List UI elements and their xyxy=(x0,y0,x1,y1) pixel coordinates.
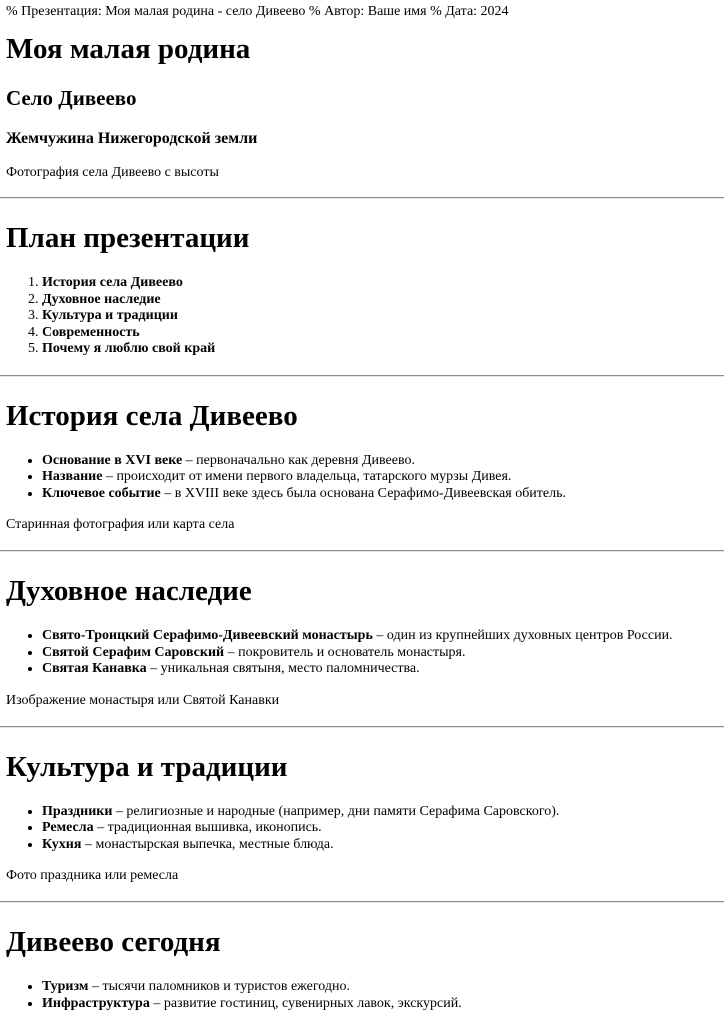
image-caption: Изображение монастыря или Святой Канавки xyxy=(6,692,280,708)
divider xyxy=(0,375,724,377)
list-item: • Свято-Троицкий Серафимо-Дивеевский монастырь – один из крупнейших духовных центров России. xyxy=(42,628,718,645)
list-item: • Инфраструктура – развитие гостиниц, сувенирных лавок, экскурсий. xyxy=(42,996,718,1013)
plan-item: 2. Духовное наследие xyxy=(42,292,718,309)
image-caption: Фотография села Дивеево с высоты xyxy=(6,165,219,180)
history-list xyxy=(6,453,718,503)
section-heading: Духовное наследие xyxy=(6,575,252,607)
main-title: Моя малая родина xyxy=(6,33,251,65)
list-item: • Туризм – тысячи паломников и туристов ежегодно. xyxy=(42,979,718,996)
section-heading: Дивеево сегодня xyxy=(6,926,221,958)
today-list xyxy=(6,979,718,1012)
plan-item: 3. Культура и традиции xyxy=(42,308,718,325)
section-heading: История села Дивеево xyxy=(6,399,298,432)
list-item: • Праздники – религиозные и народные (например, дни памяти Серафима Саровского). xyxy=(42,804,718,821)
today-section xyxy=(6,925,718,1012)
culture-list xyxy=(6,804,718,854)
heritage-section xyxy=(6,574,718,728)
tagline: Жемчужина Нижегородской земли xyxy=(6,130,258,147)
divider xyxy=(0,197,724,199)
plan-item: 1. История села Дивеево xyxy=(42,275,718,292)
list-item: • Ремесла – традиционная вышивка, иконопись. xyxy=(42,820,718,837)
list-item: • Название – происходит от имени первого владельца, татарского мурзы Дивея. xyxy=(42,469,718,486)
list-item: • Ключевое событие – в XVIII веке здесь была основана Серафимо-Дивеевская обитель. xyxy=(42,486,718,503)
image-caption: Фото праздника или ремесла xyxy=(6,868,179,883)
list-item: • Святая Канавка – уникальная святыня, место паломничества. xyxy=(42,661,718,678)
list-item: • Кухня – монастырская выпечка, местные блюда. xyxy=(42,837,718,854)
subtitle: Село Дивеево xyxy=(6,86,137,110)
list-item: • Святой Серафим Саровский – покровитель и основатель монастыря. xyxy=(42,645,718,662)
plan-item: 4. Современность xyxy=(42,325,718,342)
image-caption: Старинная фотография или карта села xyxy=(6,517,235,532)
divider xyxy=(0,550,724,552)
divider xyxy=(0,901,724,903)
section-heading: План презентации xyxy=(6,222,250,254)
title-section xyxy=(6,32,718,199)
history-section xyxy=(6,399,718,553)
heritage-list xyxy=(6,628,718,678)
metadata-line: % Презентация: Моя малая родина - село Дивеево % Автор: Ваше имя % Дата: 2024 xyxy=(6,4,509,19)
plan-item: 5. Почему я люблю свой край xyxy=(42,341,718,358)
section-heading: Культура и традиции xyxy=(6,750,288,783)
divider xyxy=(0,726,724,728)
plan-section xyxy=(6,221,718,377)
culture-section xyxy=(6,750,718,904)
list-item: • Основание в XVI веке – первоначально как деревня Дивеево. xyxy=(42,453,718,470)
plan-list xyxy=(6,275,718,358)
